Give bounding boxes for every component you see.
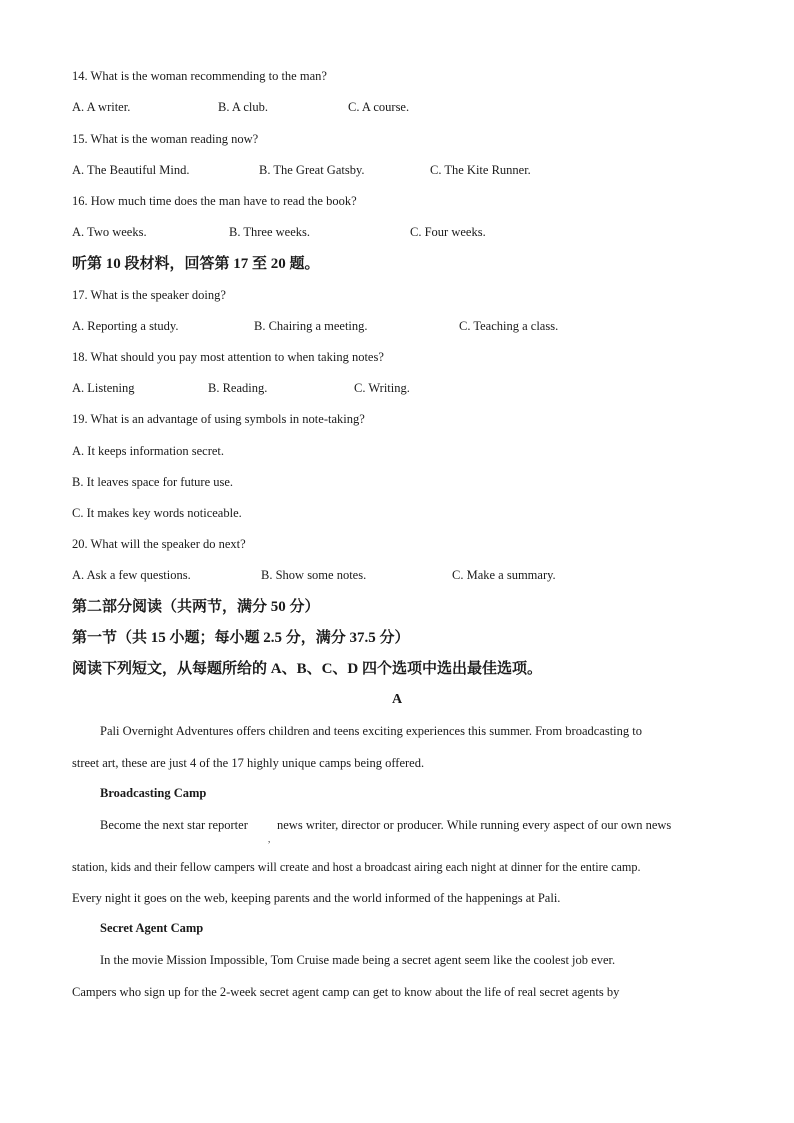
- option-19a: A. It keeps information secret.: [72, 444, 225, 458]
- secret-agent-camp-title: Secret Agent Camp: [100, 921, 204, 935]
- option-16c: C. Four weeks.: [410, 225, 486, 239]
- passage-intro-line-1: Pali Overnight Adventures offers children and teens exciting experiences this summer. From broadcasting to: [100, 724, 642, 738]
- option-15c: C. The Kite Runner.: [430, 163, 531, 177]
- option-15a: A. The Beautiful Mind.: [72, 163, 190, 177]
- option-18a: A. Listening: [72, 381, 135, 395]
- broadcasting-line-2: station, kids and their fellow campers will create and host a broadcast airing each night at dinner for the entire camp.: [72, 860, 641, 874]
- option-14a: A. A writer.: [72, 100, 131, 114]
- passage-intro-line-2: street art, these are just 4 of the 17 highly unique camps being offered.: [72, 756, 425, 770]
- option-19b: B. It leaves space for future use.: [72, 475, 234, 489]
- broadcasting-line-1b: news writer, director or producer. While running every aspect of our own news: [277, 818, 672, 832]
- broadcasting-camp-title: Broadcasting Camp: [100, 786, 207, 800]
- broadcasting-line-3: Every night it goes on the web, keeping parents and the world informed of the happenings at Pali.: [72, 891, 561, 905]
- section-10-heading: 听第 10 段材料，回答第 17 至 20 题。: [72, 256, 320, 272]
- section-1-heading: 第一节（共 15 小题；每小题 2.5 分，满分 37.5 分）: [72, 630, 410, 646]
- part-2-heading: 第二部分阅读（共两节，满分 50 分）: [72, 599, 320, 615]
- option-18b: B. Reading.: [208, 381, 268, 395]
- passage-letter: A: [391, 692, 403, 707]
- option-20b: B. Show some notes.: [261, 568, 367, 582]
- secret-agent-line-1: In the movie Mission Impossible, Tom Cruise made being a secret agent seem like the coolest job ever.: [100, 953, 616, 967]
- stray-comma: ,: [268, 834, 271, 844]
- question-14: 14. What is the woman recommending to the man?: [72, 69, 327, 83]
- option-14b: B. A club.: [218, 100, 269, 114]
- instruction-heading: 阅读下列短文，从每题所给的 A、B、C、D 四个选项中选出最佳选项。: [72, 661, 543, 677]
- question-16: 16. How much time does the man have to read the book?: [72, 194, 357, 208]
- option-17a: A. Reporting a study.: [72, 319, 179, 333]
- question-18: 18. What should you pay most attention to when taking notes?: [72, 350, 384, 364]
- option-16b: B. Three weeks.: [229, 225, 310, 239]
- secret-agent-line-2: Campers who sign up for the 2-week secret agent camp can get to know about the life of real secret agents by: [72, 985, 620, 999]
- option-17b: B. Chairing a meeting.: [254, 319, 368, 333]
- option-17c: C. Teaching a class.: [459, 319, 559, 333]
- broadcasting-line-1a: Become the next star reporter: [100, 818, 248, 832]
- option-14c: C. A course.: [348, 100, 410, 114]
- question-15: 15. What is the woman reading now?: [72, 132, 259, 146]
- option-16a: A. Two weeks.: [72, 225, 147, 239]
- question-20: 20. What will the speaker do next?: [72, 537, 246, 551]
- option-20c: C. Make a summary.: [452, 568, 556, 582]
- option-18c: C. Writing.: [354, 381, 410, 395]
- option-15b: B. The Great Gatsby.: [259, 163, 365, 177]
- option-19c: C. It makes key words noticeable.: [72, 506, 242, 520]
- option-20a: A. Ask a few questions.: [72, 568, 191, 582]
- question-17: 17. What is the speaker doing?: [72, 288, 226, 302]
- question-19: 19. What is an advantage of using symbols in note-taking?: [72, 412, 365, 426]
